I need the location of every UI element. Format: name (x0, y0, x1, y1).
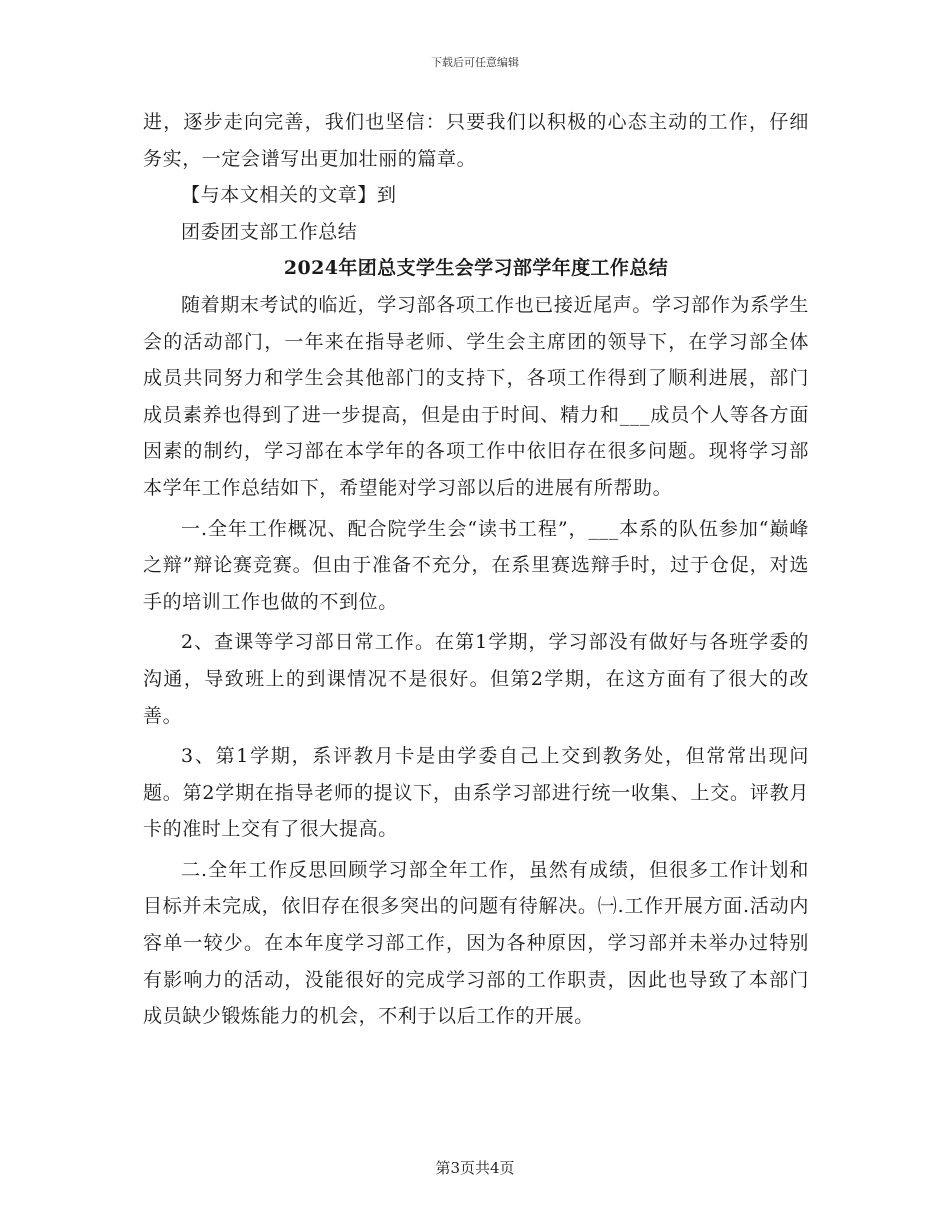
body-paragraph-reflection: 二.全年工作反思回顾学习部全年工作，虽然有成绩，但很多工作计划和目标并未完成，依旧存在很多突出的问题有待解决。㈠.工作开展方面.活动内容单一较少。在本年度学习部工作，因为各种原因，学习部并未举办过特别有影响力的活动，没能很好的完成学习部的工作职责，因此也导致了本部门成员缺少锻炼能力的机会，不利于以后工作的开展。 (143, 858, 809, 1028)
page-indicator: 第3页共4页 (435, 1159, 515, 1177)
body-paragraph-item-3: 3、第1学期，系评教月卡是由学委自己上交到教务处，但常常出现问题。第2学期在指导老师的提议下，由系学习部进行统一收集、上交。评教月卡的准时上交有了很大提高。 (143, 745, 809, 841)
body-paragraph-intro: 随着期末考试的临近，学习部各项工作也已接近尾声。学习部作为系学生会的活动部门，一年来在指导老师、学生会主席团的领导下，在学习部全体成员共同努力和学生会其他部门的支持下，各项工作得到了顺利进展，部门成员素养也得到了进一步提高，但是由于时间、精力和___成员个人等各方面因素的制约，学习部在本学年的各项工作中依旧存在很多问题。现将学习部本学年工作总结如下，希望能对学习部以后的进展有所帮助。 (143, 293, 809, 499)
related-article-link[interactable]: 团委团支部工作总结 (181, 220, 358, 243)
body-paragraph-item-2: 2、查课等学习部日常工作。在第1学期，学习部没有做好与各班学委的沟通，导致班上的到课情况不是很好。但第2学期，在这方面有了很大的改善。 (143, 631, 809, 727)
document-title: 2024年团总支学生会学习部学年度工作总结 (283, 257, 669, 280)
continuation-paragraph: 进，逐步走向完善，我们也坚信：只要我们以积极的心态主动的工作，仔细务实，一定会谱写出更加壮丽的篇章。 (143, 111, 809, 170)
body-paragraph-overview: 一.全年工作概况、配合院学生会“读书工程”，___本系的队伍参加“巅峰之辩”辩论赛竞赛。但由于准备不充分，在系里赛选辩手时，过于仓促，对选手的培训工作也做的不到位。 (143, 517, 809, 613)
related-articles-label: 【与本文相关的文章】到 (181, 184, 397, 207)
header-note: 下载后可任意编辑 (431, 56, 519, 69)
document-body (143, 104, 809, 1035)
